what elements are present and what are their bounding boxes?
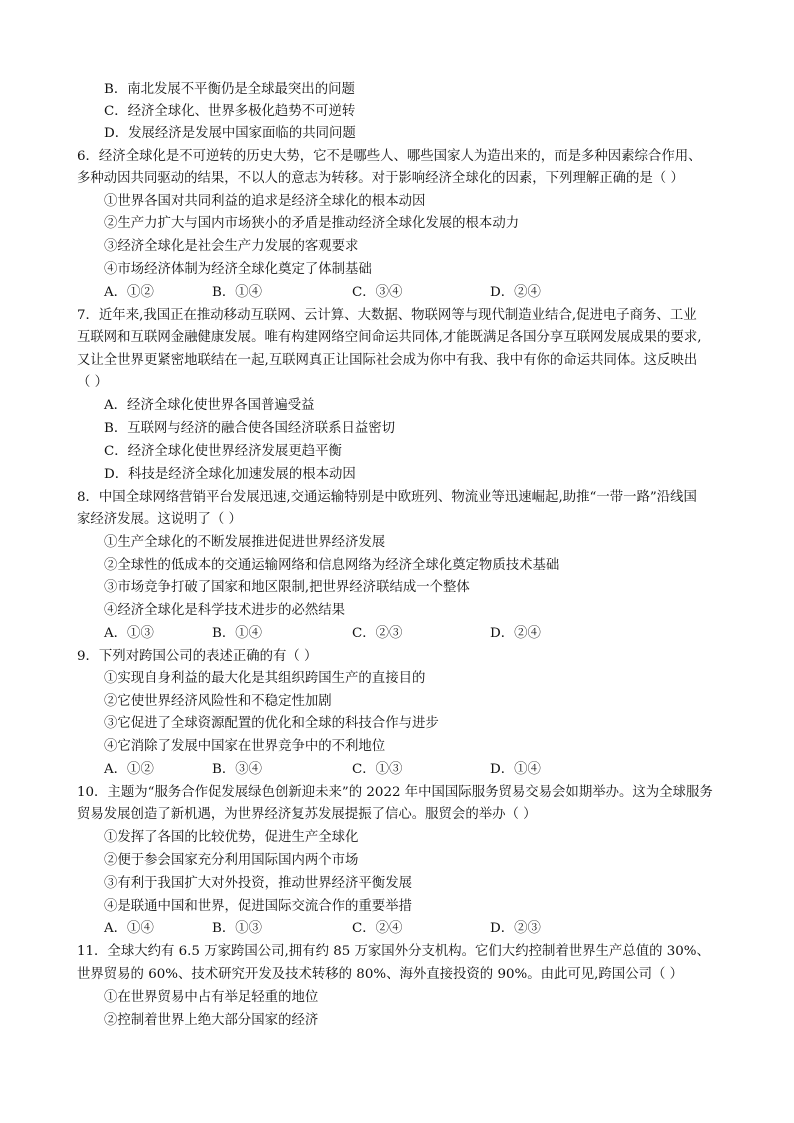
q7-option-c: C．经济全球化使世界经济发展更趋平衡 <box>104 444 342 459</box>
q5-option-d: D．发展经济是发展中国家面临的共同问题 <box>104 126 356 141</box>
q11-stem-line-2: 世界贸易的 60%、技术研究开发及技术转移的 80%、海外直接投资的 90%。由此可见,跨国公司（ ） <box>77 967 684 982</box>
q10-item-1: ①发挥了各国的比较优势，促进生产全球化 <box>104 830 359 845</box>
q5-option-c: C．经济全球化、世界多极化趋势不可逆转 <box>104 104 356 119</box>
q8-item-1: ①生产全球化的不断发展推进促进世界经济发展 <box>104 535 386 550</box>
q6-choice-c: C．③④ <box>352 285 403 300</box>
q8-choice-b: B．①④ <box>212 626 263 641</box>
q8-choice-c: C．②③ <box>352 626 403 641</box>
q10-choice-b: B．①③ <box>212 921 263 936</box>
q10-stem-line-1: 10．主题为“服务合作促发展绿色创新迎未来”的 2022 年中国国际服务贸易交易会如期举办。这为全球服务 <box>77 785 713 800</box>
q9-choice-a: A．①② <box>104 762 154 777</box>
q6-item-2: ②生产力扩大与国内市场狭小的矛盾是推动经济全球化发展的根本动力 <box>104 216 520 231</box>
q9-item-4: ④它消除了发展中国家在世界竞争中的不利地位 <box>104 739 386 754</box>
q8-stem-line-1: 8．中国全球网络营销平台发展迅速,交通运输特别是中欧班列、物流业等迅速崛起,助推“一带一路”沿线国 <box>77 490 697 505</box>
q9-choice-b: B．③④ <box>212 762 263 777</box>
q10-choice-c: C．②④ <box>352 921 403 936</box>
q7-stem-line-2: 互联网和互联网金融健康发展。唯有构建网络空间命运共同体,才能既满足各国分享互联网发展成果的要求, <box>77 330 702 345</box>
q11-item-1: ①在世界贸易中占有举足轻重的地位 <box>104 990 319 1005</box>
q8-choice-a: A．①③ <box>104 626 154 641</box>
q7-option-a: A．经济全球化使世界各国普遍受益 <box>104 398 315 413</box>
q9-item-2: ②它使世界经济风险性和不稳定性加剧 <box>104 694 332 709</box>
q10-choice-a: A．①④ <box>104 921 154 936</box>
q6-choice-a: A．①② <box>104 285 154 300</box>
q8-stem-line-2: 家经济发展。这说明了（ ） <box>77 512 242 527</box>
q10-choice-d: D．②③ <box>490 921 541 936</box>
q10-stem-line-2: 贸易发展创造了新机遇，为世界经济复苏发展提振了信心。服贸会的举办（ ） <box>77 807 537 822</box>
q6-choice-b: B．①④ <box>212 285 263 300</box>
q6-stem-line-1: 6．经济全球化是不可逆转的历史大势，它不是哪些人、哪些国家人为造出来的，而是多种因素综合作用、 <box>77 149 702 164</box>
q9-item-3: ③它促进了全球资源配置的优化和全球的科技合作与进步 <box>104 716 439 731</box>
q7-option-b: B．互联网与经济的融合使各国经济联系日益密切 <box>104 421 396 436</box>
q7-stem-line-3: 又让全世界更紧密地联结在一起,互联网真正让国际社会成为你中有我、我中有你的命运共同体。这反映出 <box>77 353 698 368</box>
q6-item-4: ④市场经济体制为经济全球化奠定了体制基础 <box>104 262 372 277</box>
q10-item-2: ②便于参会国家充分利用国际国内两个市场 <box>104 853 359 868</box>
q8-choice-d: D．②④ <box>490 626 541 641</box>
q7-stem-line-4: （ ） <box>77 375 109 390</box>
q6-item-3: ③经济全球化是社会生产力发展的客观要求 <box>104 239 359 254</box>
q6-item-1: ①世界各国对共同利益的追求是经济全球化的根本动因 <box>104 194 426 209</box>
q7-stem-line-1: 7．近年来,我国正在推动移动互联网、云计算、大数据、物联网等与现代制造业结合,促进电子商务、工业 <box>77 308 697 323</box>
q10-item-4: ④是联通中国和世界，促进国际交流合作的重要举措 <box>104 899 412 914</box>
q9-choice-d: D．①④ <box>490 762 541 777</box>
q7-option-d: D．科技是经济全球化加速发展的根本动因 <box>104 467 356 482</box>
q8-item-3: ③市场竞争打破了国家和地区限制,把世界经济联结成一个整体 <box>104 580 470 595</box>
q6-stem-line-2: 多种动因共同驱动的结果，不以人的意志为转移。对于影响经济全球化的因素，下列理解正确的是（ ） <box>77 171 684 186</box>
q5-option-b: B．南北发展不平衡仍是全球最突出的问题 <box>104 82 355 97</box>
q11-item-2: ②控制着世界上绝大部分国家的经济 <box>104 1013 319 1028</box>
q6-choice-d: D．②④ <box>490 285 541 300</box>
q11-stem-line-1: 11．全球大约有 6.5 万家跨国公司,拥有约 85 万家国外分支机构。它们大约控制着世界生产总值的 30%、 <box>77 944 710 959</box>
q8-item-2: ②全球性的低成本的交通运输网络和信息网络为经济全球化奠定物质技术基础 <box>104 558 560 573</box>
q9-choice-c: C．①③ <box>352 762 403 777</box>
q10-item-3: ③有利于我国扩大对外投资，推动世界经济平衡发展 <box>104 876 412 891</box>
q9-stem-line-1: 9．下列对跨国公司的表述正确的有（ ） <box>77 649 318 664</box>
q9-item-1: ①实现自身利益的最大化是其组织跨国生产的直接目的 <box>104 671 426 686</box>
q8-item-4: ④经济全球化是科学技术进步的必然结果 <box>104 603 346 618</box>
